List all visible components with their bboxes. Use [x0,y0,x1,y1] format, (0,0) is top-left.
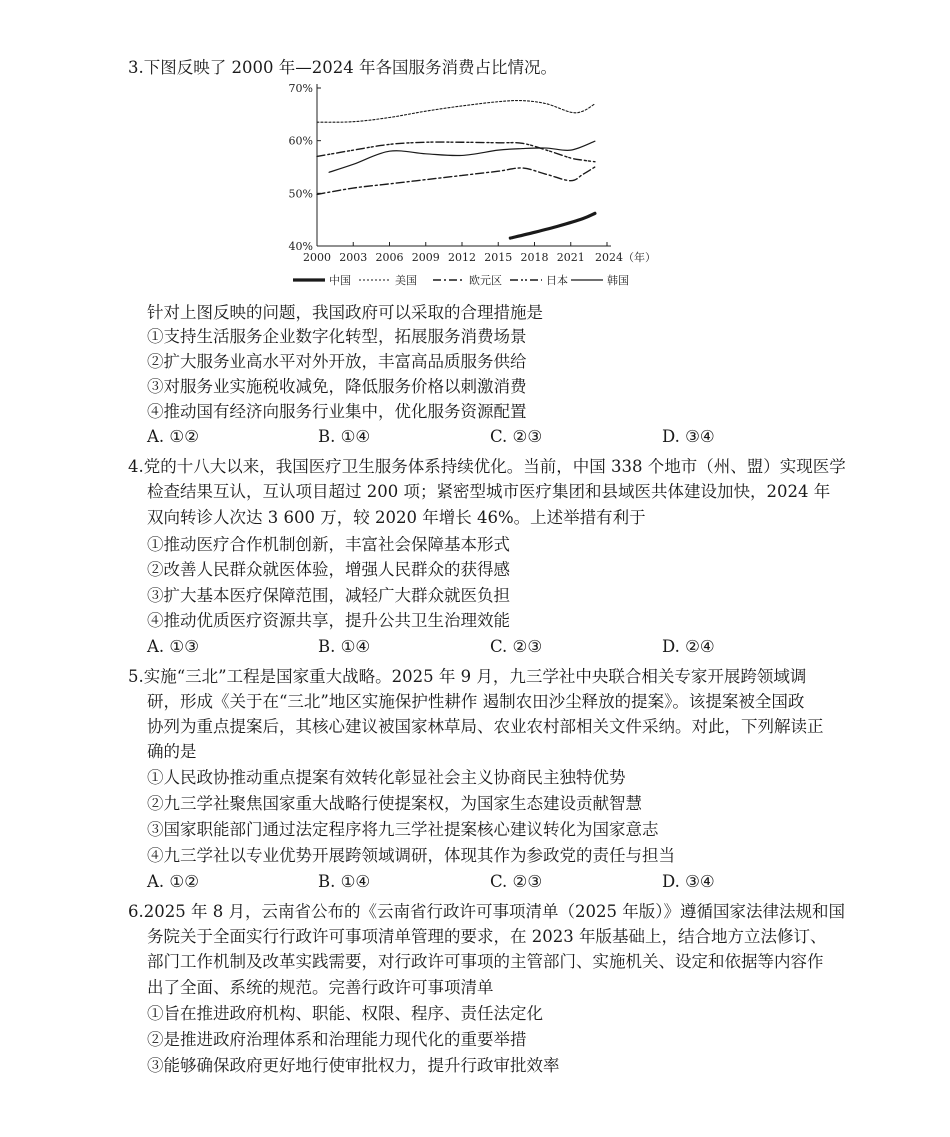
q6-statement-2: ②是推进政府治理体系和治理能力现代化的重要举措 [147,1030,527,1049]
legend-label: 中国 [329,274,351,287]
q3-option-d[interactable]: D. ③④ [662,427,715,446]
y-tick-label: 40% [288,240,313,253]
q3-stem-line: 3.下图反映了 2000 年—2024 年各国服务消费占比情况。 [128,58,557,77]
x-tick-label: 2021 [556,251,585,264]
service-consumption-chart [280,78,680,296]
series-line-dotted [317,101,595,123]
q4-statement-2: ②改善人民群众就医体验，增强人民群众的获得感 [147,560,510,579]
q6-stem-continuation: 部门工作机制及改革实践需要，对行政许可事项的主管部门、实施机关、设定和依据等内容作 [147,952,824,971]
q6-stem-continuation: 务院关于全面实行行政许可事项清单管理的要求，在 2023 年版基础上，结合地方立法修订、 [147,927,827,946]
series-line-solid [329,141,595,172]
q6-statement-3: ③能够确保政府更好地行使审批权力，提升行政审批效率 [147,1056,560,1075]
y-tick-label: 60% [288,134,313,148]
q6-stem-line: 6.2025 年 8 月，云南省公布的《云南省行政许可事项清单（2025 年版）》遵循国家法律法规和国 [128,902,845,921]
series-line-bold [510,213,595,238]
q3-prompt: 针对上图反映的问题，我国政府可以采取的合理措施是 [147,303,543,322]
q3-statement-3: ③对服务业实施税收减免，降低服务价格以刺激消费 [147,377,527,396]
q3-option-a[interactable]: A. ①② [147,427,199,446]
q4-option-d[interactable]: D. ②④ [662,637,715,656]
q5-statement-2: ②九三学社聚焦国家重大战略行使提案权，为国家生态建设贡献智慧 [147,794,642,813]
q4-option-c[interactable]: C. ②③ [490,637,543,656]
q5-stem-continuation: 确的是 [147,742,197,761]
legend-label: 日本 [546,274,568,287]
q5-options [0,872,950,892]
legend-label: 欧元区 [469,274,502,287]
q4-statement-1: ①推动医疗合作机制创新，丰富社会保障基本形式 [147,535,510,554]
series-line-dashdot [317,167,595,194]
series-line-dashdotdot [317,142,595,162]
q3-statement-4: ④推动国有经济向服务行业集中，优化服务资源配置 [147,402,527,421]
q4-options [0,637,950,657]
q6-statement-1: ①旨在推进政府机构、职能、权限、程序、责任法定化 [147,1004,543,1023]
x-tick-label: 2012 [448,251,476,264]
y-tick-label: 70% [288,82,313,95]
q4-statement-3: ③扩大基本医疗保障范围，减轻广大群众就医负担 [147,586,510,605]
q4-stem-continuation: 双向转诊人次达 3 600 万，较 2020 年增长 46%。上述举措有利于 [147,508,646,527]
q5-stem-continuation: 协列为重点提案后，其核心建议被国家林草局、农业农村部相关文件采纳。对此，下列解读正 [147,717,824,736]
q5-stem-line: 5.实施“三北”工程是国家重大战略。2025 年 9 月，九三学社中央联合相关专家开展跨领域调 [128,667,807,686]
q5-option-b[interactable]: B. ①④ [318,872,371,891]
q5-stem-continuation: 研，形成《关于在“三北”地区实施保护性耕作 遏制农田沙尘释放的提案》。该提案被全国政 [147,692,805,711]
x-tick-label: 2000 [303,251,331,264]
q3-statement-1: ①支持生活服务企业数字化转型，拓展服务消费场景 [147,327,527,346]
q3-options [0,427,950,447]
q5-option-a[interactable]: A. ①② [147,872,199,891]
q5-option-c[interactable]: C. ②③ [490,872,543,891]
q4-stem-continuation: 检查结果互认，互认项目超过 200 项；紧密型城市医疗集团和县域医共体建设加快，2024 年 [147,482,831,501]
x-tick-label: 2003 [339,251,368,264]
q3-statement-2: ②扩大服务业高水平对外开放，丰富高品质服务供给 [147,352,527,371]
q4-statement-4: ④推动优质医疗资源共享，提升公共卫生治理效能 [147,611,510,630]
x-tick-label: 2018 [520,251,549,264]
x-tick-label: 2015 [484,251,513,264]
q3-option-c[interactable]: C. ②③ [490,427,543,446]
x-tick-label: 2006 [375,251,404,264]
x-tick-label: 2009 [411,251,440,264]
q4-option-b[interactable]: B. ①④ [318,637,371,656]
q5-statement-1: ①人民政协推动重点提案有效转化彰显社会主义协商民主独特优势 [147,768,626,787]
legend-label: 韩国 [607,274,629,287]
q5-statement-3: ③国家职能部门通过法定程序将九三学社提案核心建议转化为国家意志 [147,820,659,839]
q5-option-d[interactable]: D. ③④ [662,872,715,891]
y-tick-label: 50% [288,187,313,201]
q4-stem-line: 4.党的十八大以来，我国医疗卫生服务体系持续优化。当前，中国 338 个地市（州、盟）实现医学 [128,457,846,476]
legend-label: 美国 [395,274,417,287]
q4-option-a[interactable]: A. ①③ [147,637,199,656]
q6-stem-continuation: 出了全面、系统的规范。完善行政许可事项清单 [147,978,494,997]
q3-option-b[interactable]: B. ①④ [318,427,371,446]
x-tick-label: 2024（年） [595,251,656,264]
q5-statement-4: ④九三学社以专业优势开展跨领域调研，体现其作为参政党的责任与担当 [147,846,675,865]
